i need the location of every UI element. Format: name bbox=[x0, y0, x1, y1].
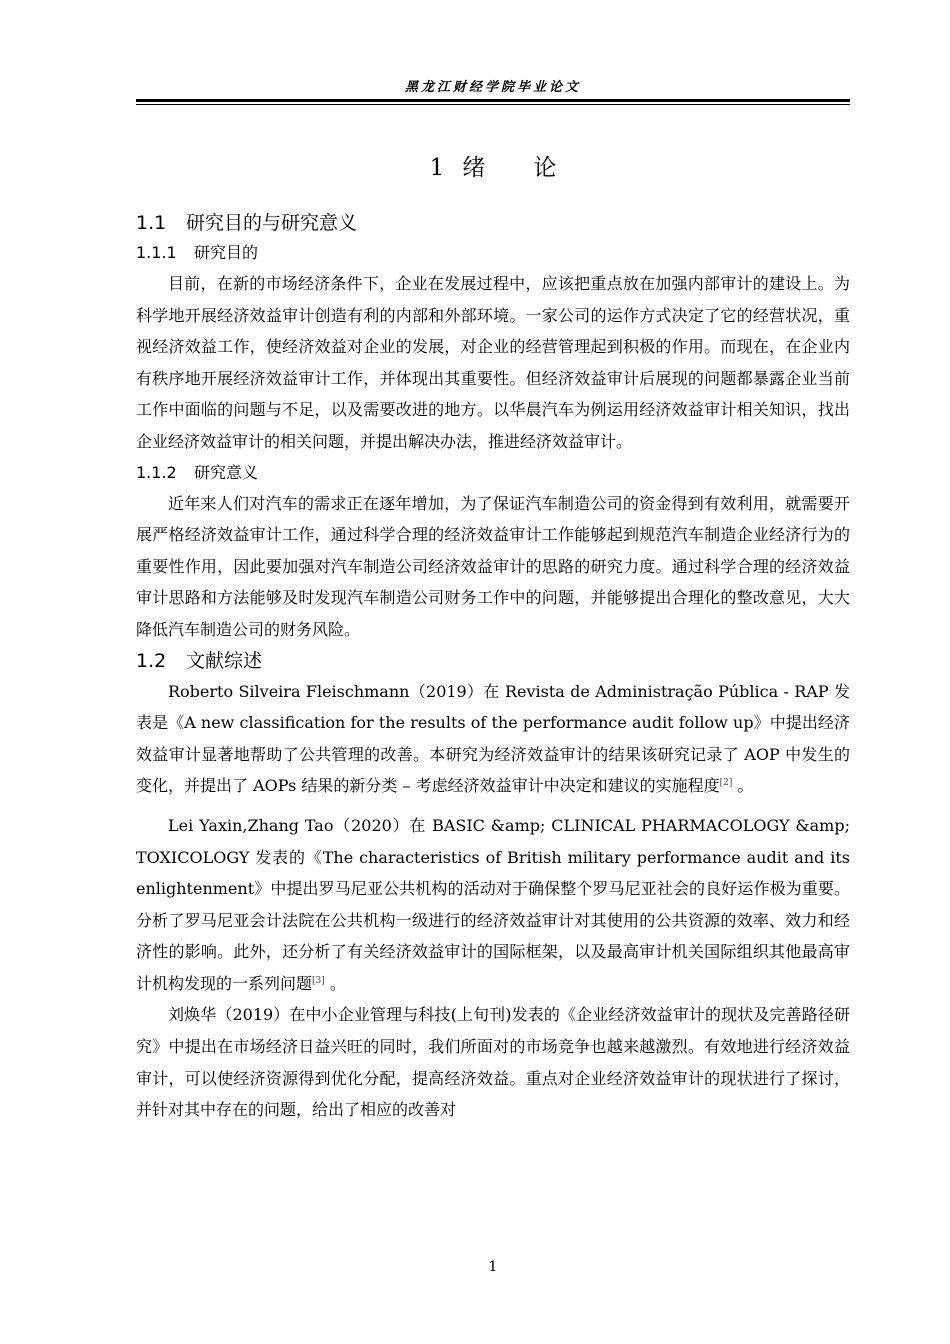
paragraph-research-purpose: 目前，在新的市场经济条件下，企业在发展过程中，应该把重点放在加强内部审计的建设上。为科学地开展经济效益审计创造有利的内部和外部环境。一家公司的运作方式决定了它的经营状况，重视经济效益工作，使经济效益对企业的发展，对企业的经营管理起到积极的作用。而现在，在企业内有秩序地开展经济效益审计工作，并体现出其重要性。但经济效益审计后展现的问题都暴露企业当前工作中面临的问题与不足，以及需要改进的地方。以华晨汽车为例运用经济效益审计相关知识，找出企业经济效益审计的相关问题，并提出解决办法，推进经济效益审计。 bbox=[136, 274, 850, 451]
section-heading-1-1 bbox=[136, 208, 850, 238]
subsection-number: 1.1.1 bbox=[136, 243, 177, 262]
chapter-title-char-2: 论 bbox=[533, 155, 557, 181]
paragraph-literature-3: 刘焕华（2019）在中小企业管理与科技(上旬刊)发表的《企业经济效益审计的现状及完善路径研究》中提出在市场经济日益兴旺的同时，我们所面对的市场竞争也越来越激烈。有效地进行经济效益审计，可以使经济资源得到优化分配，提高经济效益。重点对企业经济效益审计的现状进行了探讨，并针对其中存在的问题，给出了相应的改善对 bbox=[136, 1005, 850, 1120]
paragraph-text: Roberto Silveira Fleischmann（2019）在 Revista de Administração Pública - RAP 发表是《A new classification for the results of the performance audit follow up》中提出经济效益审计显著地帮助了公共管理的改善。本研究为经济效益审计的结果该研究记录了 AOP 中发生的变化，并提出了 AOPs 结果的新分类 – 考虑经济效益审计中决定和建议的实施程度 bbox=[136, 681, 850, 796]
paragraph-end: 。 bbox=[732, 776, 754, 796]
subsection-heading-1-1-2 bbox=[136, 458, 850, 488]
paragraph-end: 。 bbox=[324, 973, 346, 993]
citation-ref-2[interactable]: [2] bbox=[719, 778, 733, 789]
subsection-heading-1-1-1 bbox=[136, 238, 850, 268]
body-content bbox=[136, 208, 850, 1126]
chapter-title bbox=[136, 152, 850, 184]
subsection-number: 1.1.2 bbox=[136, 462, 177, 482]
paragraph-text: Lei Yaxin,Zhang Tao（2020）在 BASIC &amp; CLINICAL PHARMACOLOGY &amp; TOXICOLOGY 发表的《The characteristics of British military performance audit and its enlightenment》中提出罗马尼亚公共机构的活动对于确保整个罗马尼亚社会的良好运作极为重要。分析了罗马尼亚会计法院在公共机构一级进行的经济效益审计对其使用的公共资源的效率、效力和经济性的影响。此外，还分析了有关经济效益审计的国际框架，以及最高审计机关国际组织其他最高审计机构发现的一系列问题 bbox=[136, 815, 850, 993]
running-header: 黑龙江财经学院毕业论文 bbox=[404, 80, 581, 95]
section-title: 文献综述 bbox=[186, 649, 263, 672]
section-title: 研究目的与研究意义 bbox=[186, 212, 358, 234]
section-heading-1-2 bbox=[136, 646, 850, 676]
header-rule-thick bbox=[136, 99, 850, 102]
chapter-number: 1 bbox=[429, 155, 445, 181]
header-rule-thin bbox=[136, 104, 850, 105]
citation-ref-3[interactable]: [3] bbox=[312, 975, 325, 986]
chapter-title-char-1: 绪 bbox=[462, 155, 486, 181]
paragraph-literature-2 bbox=[136, 810, 850, 1000]
paragraph-research-significance: 近年来人们对汽车的需求正在逐年增加，为了保证汽车制造公司的资金得到有效利用，就需要开展严格经济效益审计工作，通过科学合理的经济效益审计工作能够起到规范汽车制造企业经济行为的重要性作用，因此要加强对汽车制造公司经济效益审计的思路的研究力度。通过科学合理的经济效益审计思路和方法能够及时发现汽车制造公司财务工作中的问题，并能够提出合理化的整改意见，大大降低汽车制造公司的财务风险。 bbox=[136, 493, 850, 639]
paragraph-gap bbox=[136, 802, 850, 810]
paragraph-literature-1 bbox=[136, 676, 850, 802]
section-number: 1.1 bbox=[136, 212, 167, 234]
page-number: 1 bbox=[488, 1259, 498, 1275]
section-number: 1.2 bbox=[136, 649, 167, 672]
subsection-title: 研究意义 bbox=[194, 462, 259, 482]
subsection-title: 研究目的 bbox=[194, 243, 259, 262]
